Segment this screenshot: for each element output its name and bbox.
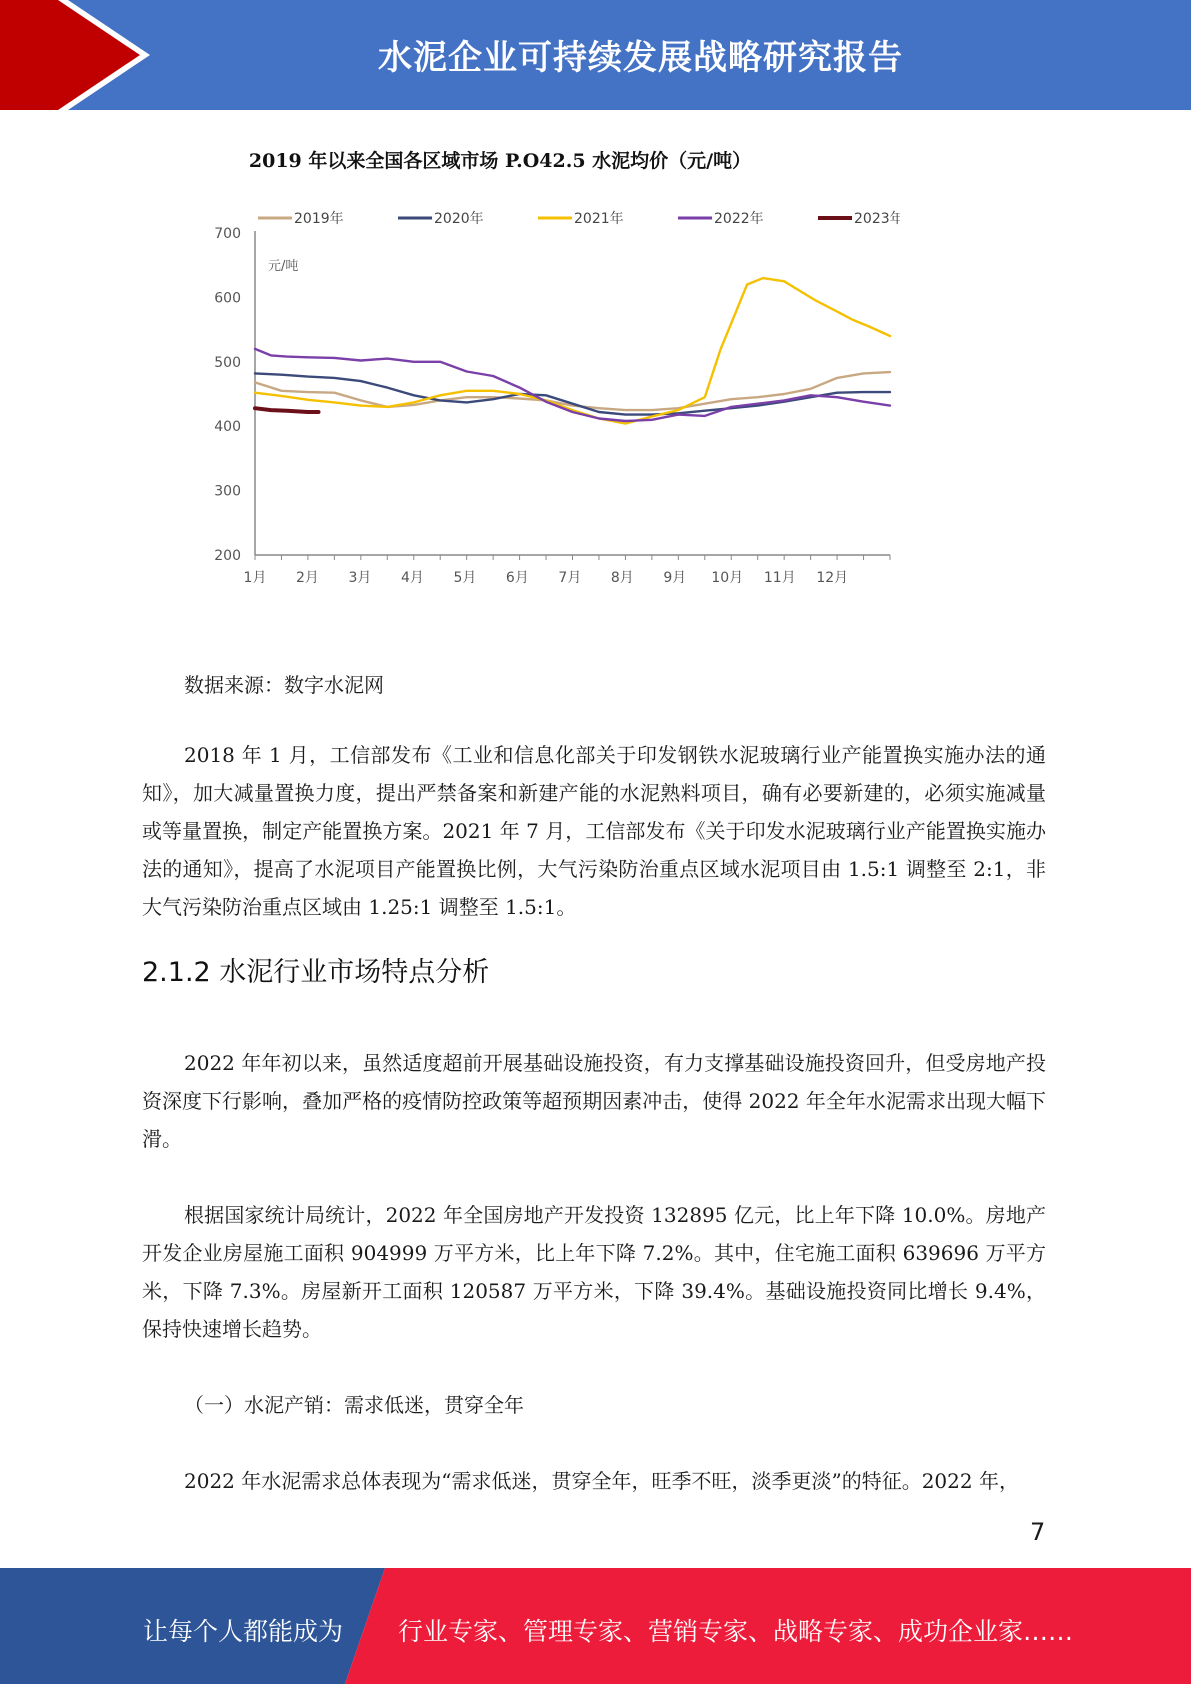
y-tick-label: 200 (214, 548, 241, 564)
unit-label: 元/吨 (268, 259, 299, 274)
x-tick-label: 3月 (348, 570, 372, 586)
paragraph-statistics: 根据国家统计局统计，2022 年全国房地产开发投资 132895 亿元，比上年下降 10.0%。房地产开发企业房屋施工面积 904999 万平方米，比上年下降 7.2%。其中，住宅施工面积 639696 万平方米，下降 7.3%。房屋新开工面积 120587 万平方米，下降 39.4%。基础设施投资同比增长 9.4%，保持快速增长趋势。 (142, 1203, 1046, 1341)
x-tick-label: 10月 (711, 570, 744, 586)
legend-label: 2019年 (294, 211, 344, 227)
legend-label: 2022年 (714, 211, 764, 227)
price-line-chart (200, 140, 900, 600)
chart-title: 2019 年以来全国各区域市场 P.O42.5 水泥均价（元/吨） (248, 150, 752, 172)
y-tick-label: 700 (214, 226, 241, 242)
subheading-production-sales: （一）水泥产销：需求低迷，贯穿全年 (184, 1393, 524, 1417)
x-tick-label: 4月 (400, 570, 424, 586)
footer-slogan-right: 行业专家、管理专家、营销专家、战略专家、成功企业家…… (398, 1617, 1074, 1646)
price-chart (200, 140, 900, 600)
y-tick-label: 500 (214, 354, 241, 371)
page-header (0, 0, 1191, 110)
page-number: 7 (1030, 1518, 1046, 1546)
x-tick-label: 7月 (558, 570, 582, 586)
source-note: 数据来源：数字水泥网 (184, 673, 384, 697)
x-tick-label: 5月 (453, 570, 477, 586)
x-tick-label: 6月 (505, 570, 529, 586)
series-line-2021 (255, 278, 890, 424)
legend-label: 2021年 (574, 211, 624, 227)
paragraph-demand-features: 2022 年水泥需求总体表现为“需求低迷，贯穿全年，旺季不旺，淡季更淡”的特征。2022 年， (184, 1469, 1019, 1493)
x-tick-label: 2月 (296, 570, 319, 586)
y-tick-label: 400 (214, 419, 241, 436)
paragraph-demand: 2022 年年初以来，虽然适度超前开展基础设施投资，有力支撑基础设施投资回升，但受房地产投资深度下行影响，叠加严格的疫情防控政策等超预期因素冲击，使得 2022 年全年水泥需求出现大幅下滑。 (142, 1051, 1046, 1151)
x-tick-label: 11月 (763, 570, 796, 586)
report-title: 水泥企业可持续发展战略研究报告 (378, 38, 903, 78)
series-line-2023 (255, 408, 319, 412)
section-heading: 2.1.2 水泥行业市场特点分析 (142, 957, 490, 988)
x-tick-label: 8月 (610, 570, 634, 586)
series-line-2020 (255, 373, 890, 414)
x-tick-label: 12月 (816, 570, 849, 586)
y-tick-label: 300 (214, 483, 241, 500)
y-tick-label: 600 (214, 290, 241, 307)
paragraph-capacity-policy: 2018 年 1 月，工信部发布《工业和信息化部关于印发钢铁水泥玻璃行业产能置换实施办法的通知》，加大减量置换力度，提出严禁备案和新建产能的水泥熟料项目，确有必要新建的，必须实施减量或等量置换，制定产能置换方案。2021 年 7 月，工信部发布《关于印发水泥玻璃行业产能置换实施办法的通知》，提高了水泥项目产能置换比例，大气污染防治重点区域水泥项目由 1.5:1 调整至 2:1，非大气污染防治重点区域由 1.25:1 调整至 1.5:1。 (142, 743, 1046, 919)
page-footer (0, 1568, 1191, 1684)
x-tick-label: 9月 (663, 570, 687, 586)
x-tick-label: 1月 (243, 570, 267, 586)
footer-slogan-left: 让每个人都能成为 (143, 1617, 344, 1646)
legend-label: 2023年 (854, 211, 900, 227)
legend-label: 2020年 (434, 211, 484, 227)
